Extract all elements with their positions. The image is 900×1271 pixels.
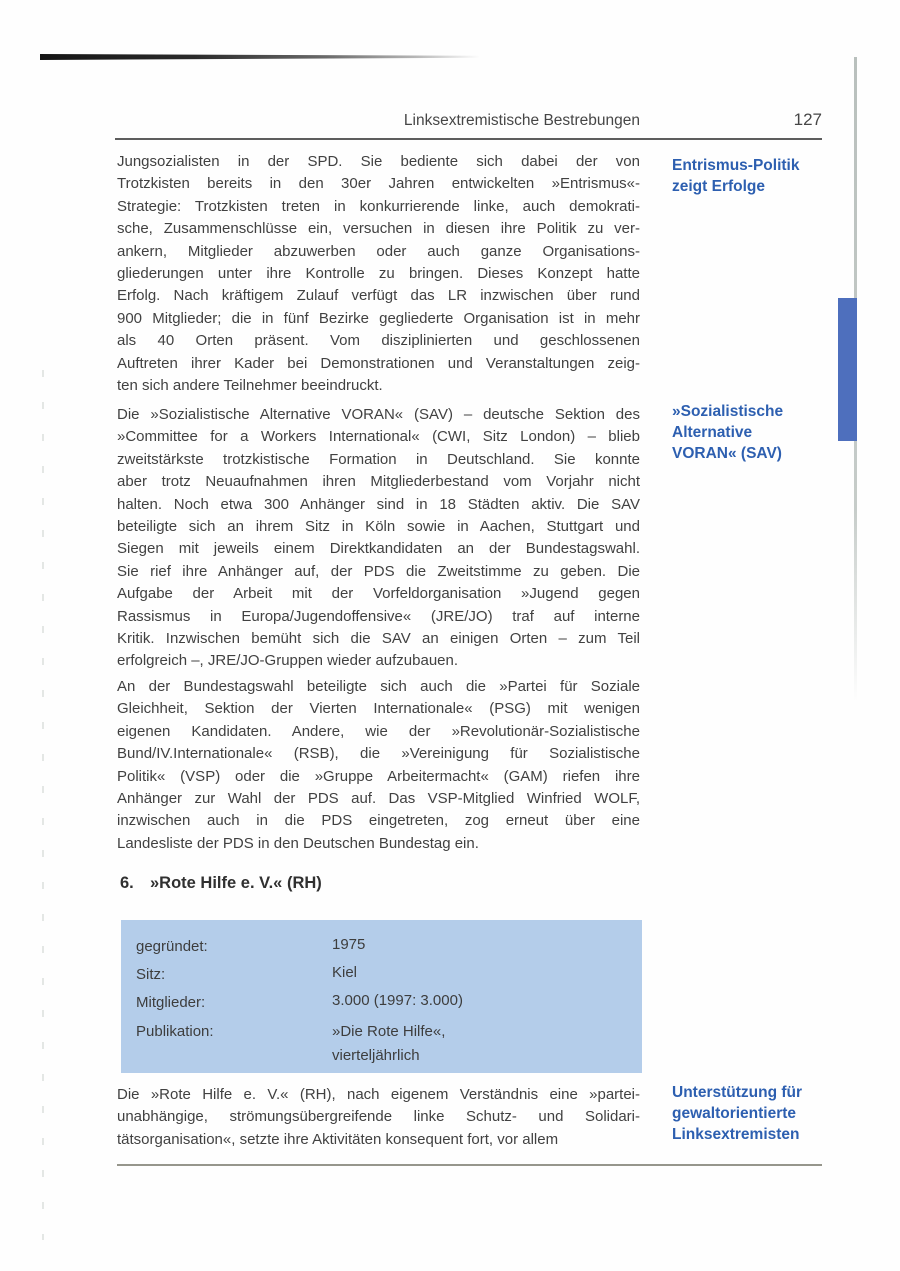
scan-artifact-top-line [40,54,480,60]
running-header-title: Linksextremistische Bestrebungen [403,112,640,129]
section-number: 6. [120,874,134,892]
text-line: Jungsozialisten in der SPD. Sie bediente sich dabei der von [117,153,640,170]
text-line: Trotzkisten bereits in den 30er Jahren entwickelten »Entrismus«- [117,175,640,193]
text-line: Kritik. Inzwischen bemüht sich die SAV an einigen Orten – zum Teil [117,630,640,648]
text-line: erfolgreich –, JRE/JO-Gruppen wieder aufzubauen. [117,652,459,670]
info-value [332,961,642,989]
text-line: VORAN« (SAV) [672,445,782,462]
text-line: Die »Sozialistische Alternative VORAN« (SAV) – deutsche Sektion des [117,406,640,423]
text-line: Siegen mit jeweils einem Direktkandidaten an der Bundestagswahl. [117,540,640,558]
text-line: ten sich andere Teilnehmer beeindruckt. [117,377,383,395]
text-line: eigenen Kandidaten. Andere, wie der »Revolutionär-Sozialistische [117,722,640,740]
text-line: »Committee for a Workers International« (CWI, Sitz London) – blieb [117,428,640,446]
text-line: als 40 Orten präsent. Vom disziplinierten und geschlossenen [117,332,640,350]
info-row-mitglieder [121,989,642,1017]
info-row-sitz [121,961,642,989]
text-line: Anhänger zur Wahl der PDS auf. Das VSP-Mitglied Winfried WOLF, [117,790,640,808]
text-line: Linksextremisten [672,1126,800,1143]
margin-note-unterstuetzung [672,1082,847,1145]
text-line: Strategie: Trotzkisten treten in konkurrierende linke, auch demokrati- [117,197,640,215]
body-paragraph-1 [117,151,640,397]
text-line: gliederungen unter ihre Kontrolle zu bringen. Dieses Konzept hatte [117,265,640,283]
text-line: Rassismus in Europa/Jugendoffensive« (JRE/JO) traf auf interne [117,607,640,625]
section-title: »Rote Hilfe e. V.« (RH) [150,874,322,892]
text-line: unabhängige, strömungsübergreifende linke Schutz- und Solidari- [117,1108,640,1126]
info-label: gegründet: [136,938,208,955]
text-line: Auftreten ihrer Kader bei Demonstrationen und Veranstaltungen zeig- [117,354,640,372]
body-paragraph-4 [117,1084,640,1151]
info-value [332,1020,642,1068]
text-line: Landesliste der PDS in den Deutschen Bundestag ein. [117,834,479,852]
text-line: Alternative [672,424,753,441]
text-line: Entrismus-Politik [672,157,800,174]
margin-note-sav [672,401,847,464]
text-line: beteiligte sich an ihrem Sitz in Köln sowie in Aachen, Stuttgart und [117,518,640,536]
text-line: tätsorganisation«, setzte ihre Aktivitäten konsequent fort, vor allem [117,1130,559,1148]
body-paragraph-2 [117,404,640,673]
scan-artifact-left-dashes [42,370,44,1240]
text-line: »Die Rote Hilfe«, [332,1023,446,1040]
info-label: Publikation: [136,1023,214,1040]
text-line: Aufgabe der Arbeit mit der Vorfeldorganisation »Jugend gegen [117,585,640,603]
text-line: 900 Mitglieder; die in fünf Bezirke gegliederte Organisation ist in mehr [117,309,640,327]
text-line: Erfolg. Nach kräftigem Zulauf verfügt das LR inzwischen über rund [117,287,640,305]
text-line: aber trotz Neuaufnahmen ihren Mitgliederbestand vom Vorjahr nicht [117,473,640,491]
text-line: inzwischen auch in die PDS eingetreten, zog erneut über eine [117,812,640,830]
text-line: 3.000 (1997: 3.000) [332,992,463,1009]
text-line: Unterstützung für [672,1084,803,1101]
section-heading [120,874,643,893]
organisation-info-box [121,920,642,1073]
text-line: An der Bundestagswahl beteiligte sich auch die »Partei für Soziale [117,678,640,695]
text-line: halten. Noch etwa 300 Anhänger sind in 18 Städten aktiv. Die SAV [117,495,640,513]
text-line: Kiel [332,964,358,981]
margin-note-entrismus [672,155,847,197]
info-value [332,989,642,1017]
text-line: zeigt Erfolge [672,178,766,195]
text-line: Sie rief ihre Anhänger auf, der PDS die Zweitstimme zu geben. Die [117,562,640,580]
page-number: 127 [793,110,822,129]
info-value [332,933,642,961]
info-row-gegruendet [121,933,642,961]
text-line: ankern, Mitglieder abzuwerben oder auch ganze Organisations- [117,242,640,260]
info-label: Mitglieder: [136,994,206,1011]
body-paragraph-3 [117,676,640,855]
text-line: gewaltorientierte [672,1105,797,1122]
text-line: Die »Rote Hilfe e. V.« (RH), nach eigenem Verständnis eine »partei- [117,1086,640,1103]
info-row-publikation [121,1017,642,1068]
text-line: Politik« (VSP) oder die »Gruppe Arbeitermacht« (GAM) riefen ihre [117,767,640,785]
header-rule [115,138,822,140]
text-line: Bund/IV.Internationale« (RSB), die »Vereinigung für Sozialistische [117,745,640,763]
text-line: Gleichheit, Sektion der Vierten Internationale« (PSG) mit wenigen [117,700,640,718]
text-line: zweitstärkste trotzkistische Formation in Deutschland. Sie konnte [117,450,640,468]
text-line: sche, Zusammenschlüsse ein, versuchen in diesen ihre Politik zu ver- [117,220,640,238]
text-line: vierteljährlich [332,1047,420,1064]
text-line: »Sozialistische [672,403,784,420]
footer-rule [117,1164,822,1166]
info-label: Sitz: [136,966,166,983]
text-line: 1975 [332,936,366,953]
